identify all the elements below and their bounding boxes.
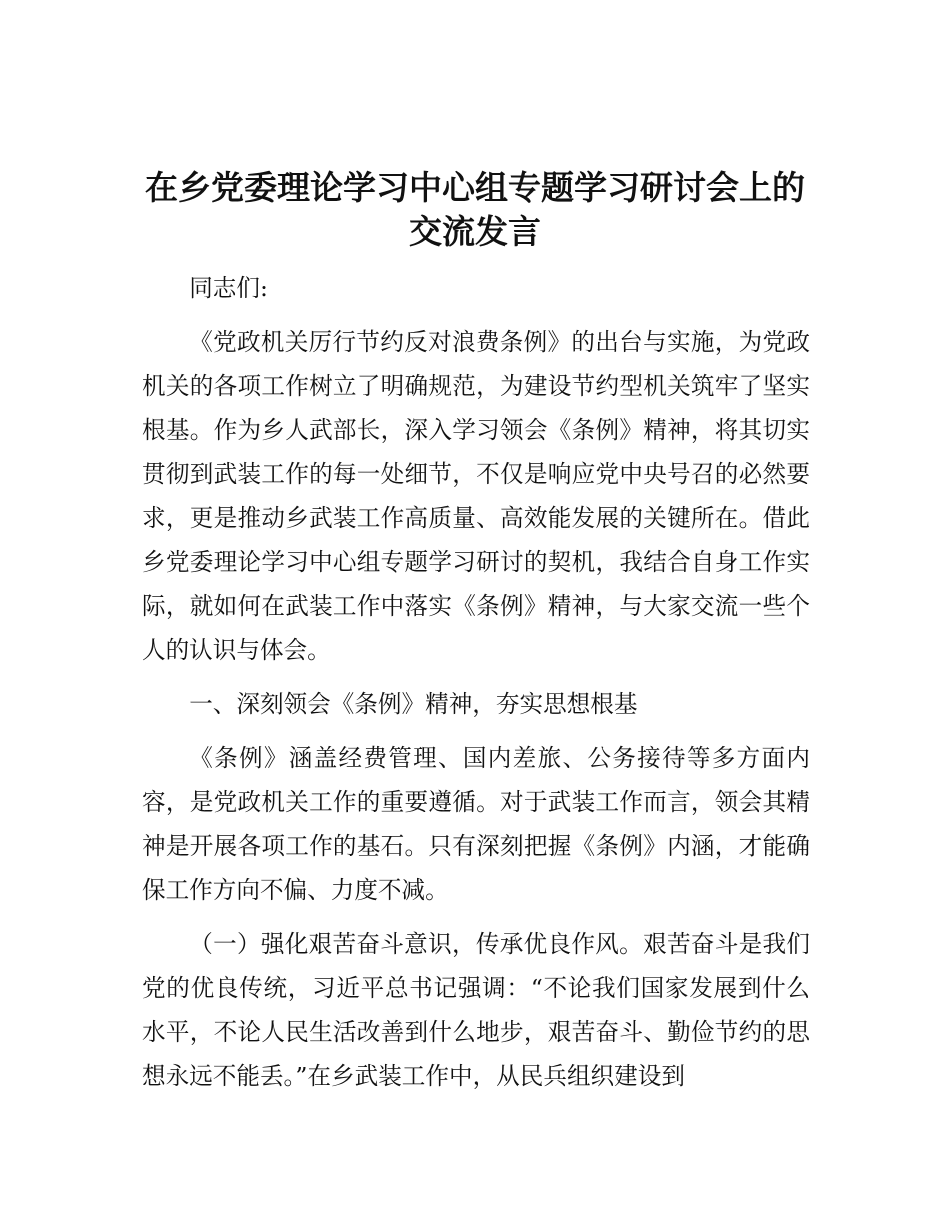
document-body: [142, 266, 810, 1098]
salutation: 同志们:: [189, 274, 268, 302]
title-line-1: 在乡党委理论学习中心组专题学习研讨会上的: [145, 168, 805, 207]
paragraph-section-1: 《条例》涵盖经费管理、国内差旅、公务接待等多方面内容，是党政机关工作的重要遵循。对于武装工作而言，领会其精神是开展各项工作的基石。只有深刻把握《条例》内涵，才能确保工作方向不偏、力度不减。: [142, 744, 810, 904]
paragraph-intro: 《党政机关厉行节约反对浪费条例》的出台与实施，为党政机关的各项工作树立了明确规范，为建设节约型机关筑牢了坚实根基。作为乡人武部长，深入学习领会《条例》精神，将其切实贯彻到武装工作的每一处细节，不仅是响应党中央号召的必然要求，更是推动乡武装工作高质量、高效能发展的关键所在。借此乡党委理论学习中心组专题学习研讨的契机，我结合自身工作实际，就如何在武装工作中落实《条例》精神，与大家交流一些个人的认识与体会。: [142, 328, 810, 664]
paragraph-subsection-1: （一）强化艰苦奋斗意识，传承优良作风。艰苦奋斗是我们党的优良传统，习近平总书记强调：“不论我们国家发展到什么水平，不论人民生活改善到什么地步，艰苦奋斗、勤俭节约的思想永远不能丢。”在乡武装工作中，从民兵组织建设到: [142, 930, 810, 1090]
title-line-2: 交流发言: [409, 212, 541, 251]
section-heading-1: 一、深刻领会《条例》精神，夯实思想根基: [189, 690, 638, 718]
document-title: [120, 166, 830, 254]
